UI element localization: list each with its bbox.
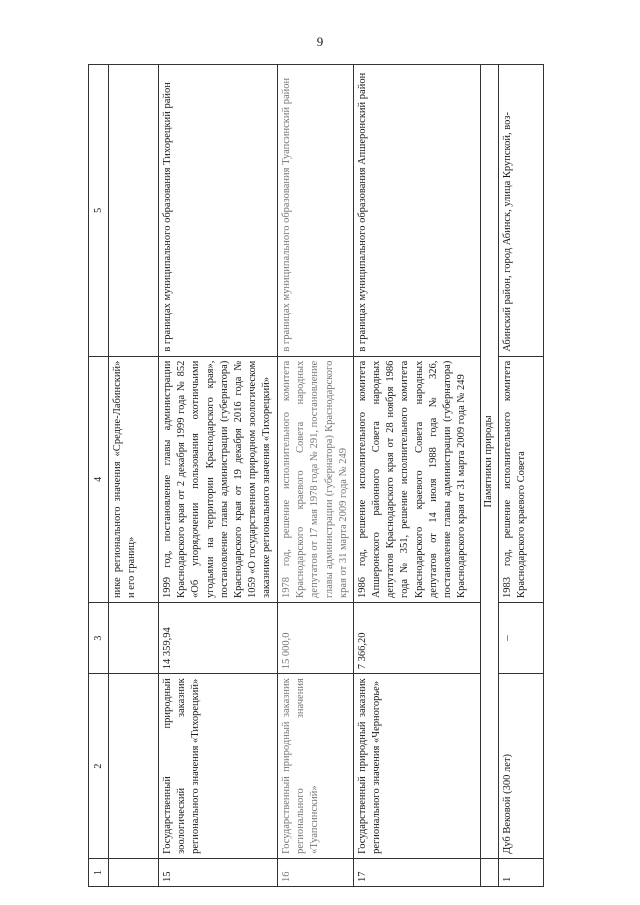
reserve-name: Государственный природный заказник регионального значения «Туапсинский» — [278, 674, 354, 859]
reserve-location: в границах муниципального образования Тихорецкий район — [159, 65, 278, 357]
header-col-1: 1 — [89, 858, 109, 886]
monument-area: – — [498, 602, 543, 673]
header-col-3: 3 — [89, 602, 109, 673]
reserve-area: 7 366,20 — [353, 602, 480, 673]
continuation-num — [109, 858, 159, 886]
monument-document: 1983 год, решение исполнительного комитета Краснодарского краевого Совета — [498, 356, 543, 602]
reserve-document: 1999 год, постановление главы администрации Краснодарского края от 2 декабря 1999 года № 852 «Об упорядочении пользования охотничьими угодьями на территории Краснодарского края», постановление главы администрации (губернатора) Краснодарского края от 19 декабря 2016 года № 1059 «О государственном природном зоологическом заказнике регионального значения «Тихорецкий» — [159, 356, 278, 602]
monument-name: Дуб Вековой (300 лет) — [498, 674, 543, 859]
row-number: 15 — [159, 858, 278, 886]
reserve-name: Государственный природный заказник регионального значения «Черногорье» — [353, 674, 480, 859]
reserve-document: 1986 год, решение исполнительного комитета Апшеронского районного Совета народных депутатов Краснодарского края от 28 ноября 1986 года № 351, решение исполнительного комитета Краснодарского краевого Совета народных депутатов от 14 июля 1988 года № 326, постановление главы администрации (губернатора) Краснодарского края от 31 марта 2009 года № 249 — [353, 356, 480, 602]
monument-location: Абинский район, город Абинск, улица Крупской, воз- — [498, 65, 543, 357]
reserve-area: 14 359,94 — [159, 602, 278, 673]
table-row-15 — [159, 65, 278, 887]
header-col-2: 2 — [89, 674, 109, 859]
row-number: 1 — [498, 858, 543, 886]
table-row-monument-1 — [498, 65, 543, 887]
continuation-document: нике регионального значения «Средне-Лабинский» и его границ» — [109, 356, 159, 602]
continuation-row — [109, 65, 159, 887]
page-number: 9 — [316, 34, 324, 49]
section-spacer — [480, 858, 498, 886]
row-number: 16 — [278, 858, 354, 886]
table-row-17 — [353, 65, 480, 887]
section-title: Памятники природы — [480, 65, 498, 859]
continuation-location — [109, 65, 159, 357]
reserve-location: в границах муниципального образования Апшеронский район — [353, 65, 480, 357]
reserve-document: 1978 год, решение исполнительного комитета Краснодарского краевого Совета народных депутатов от 17 мая 1978 года № 291, постановление главы администрации (губернатора) Краснодарского края от 31 марта 2009 года № 249 — [278, 356, 354, 602]
header-row — [89, 65, 109, 887]
rotated-table-container — [88, 64, 582, 887]
section-header-row — [480, 65, 498, 887]
table-row-16 — [278, 65, 354, 887]
continuation-name — [109, 674, 159, 859]
reserve-name: Государственный природный зоологический заказник регионального значения «Тихорецкий» — [159, 674, 278, 859]
reserve-area: 15 000,0 — [278, 602, 354, 673]
rotated-table-area — [88, 64, 582, 887]
row-number: 17 — [353, 858, 480, 886]
protected-areas-table — [88, 64, 544, 887]
reserve-location: в границах муниципального образования Туапсинский район — [278, 65, 354, 357]
header-col-4: 4 — [89, 356, 109, 602]
header-col-5: 5 — [89, 65, 109, 357]
continuation-area — [109, 602, 159, 673]
